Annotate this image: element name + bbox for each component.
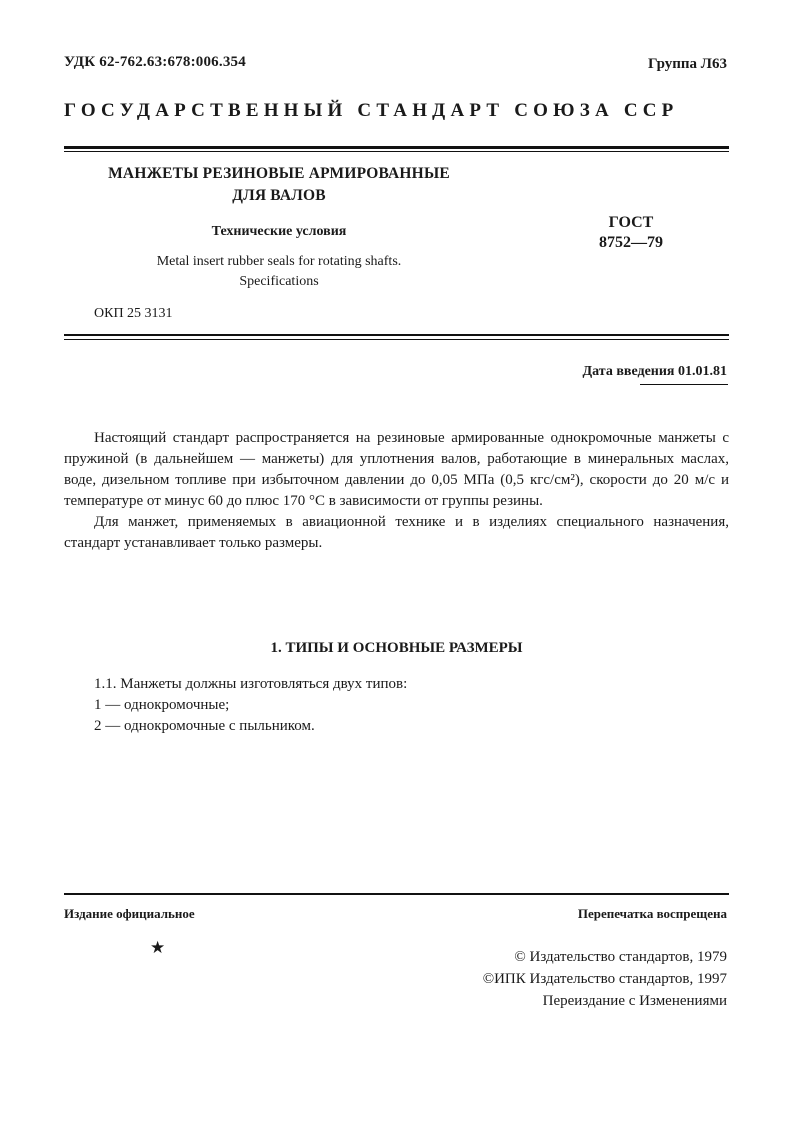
gost-designation (581, 213, 681, 253)
document-title (64, 163, 494, 207)
group-code: Группа Л63 (648, 56, 727, 72)
reprint-prohibited: Перепечатка воспрещена (577, 906, 727, 921)
paragraph-aviation: Для манжет, применяемых в авиационной технике и в изделиях специального назначения, стандарт устанавливает только размеры. (64, 514, 729, 551)
date-underline (640, 384, 728, 385)
reissue-note: Переиздание с Изменениями (542, 993, 727, 1009)
official-edition: Издание официальное (64, 906, 195, 921)
gost-label: ГОСТ (608, 214, 654, 231)
star-icon: ★ (150, 938, 166, 957)
gost-number: 8752—79 (599, 234, 663, 251)
title-rule-thin (64, 339, 729, 340)
footer-rule (64, 893, 729, 895)
english-title-line-2: Specifications (239, 274, 319, 289)
list-item: 1 — однокромочные; (94, 697, 230, 713)
body-text (64, 428, 729, 554)
header-rule-thin (64, 151, 729, 152)
title-line-2: ДЛЯ ВАЛОВ (232, 187, 326, 204)
title-line-1: МАНЖЕТЫ РЕЗИНОВЫЕ АРМИРОВАННЫЕ (108, 165, 450, 182)
title-rule-thick (64, 334, 729, 336)
introduction-date: Дата введения 01.01.81 (582, 364, 727, 379)
section-title: 1. ТИПЫ И ОСНОВНЫЕ РАЗМЕРЫ (270, 640, 523, 656)
state-standard-heading: ГОСУДАРСТВЕННЫЙ СТАНДАРТ СОЮЗА ССР (64, 100, 679, 121)
english-title-line-1: Metal insert rubber seals for rotating shafts. (156, 254, 402, 269)
paragraph-scope: Настоящий стандарт распространяется на резиновые армированные однокромочные манжеты с пружиной (в дальнейшем — манжеты) для уплотнения валов, работающие в минеральных маслах, воде, дизельном топливе при избыточном давлении до 0,05 МПа (0,5 кгс/см²), скорости до 20 м/с и температуре от минус 60 до плюс 170 °С в зависимости от группы резины. (64, 430, 729, 509)
udk-code: УДК 62-762.63:678:006.354 (64, 54, 246, 70)
copyright-line-1: © Издательство стандартов, 1979 (514, 949, 727, 965)
copyright-block (483, 946, 727, 1012)
list-item: 1.1. Манжеты должны изготовляться двух типов: (94, 676, 408, 692)
list-item: 2 — однокромочные с пыльником. (94, 718, 315, 734)
document-subtitle: Технические условия (211, 224, 347, 239)
section-list (94, 674, 407, 737)
english-title (64, 252, 494, 292)
okp-code: ОКП 25 3131 (94, 306, 173, 321)
copyright-line-2: ©ИПК Издательство стандартов, 1997 (482, 971, 727, 987)
header-rule-thick (64, 146, 729, 149)
